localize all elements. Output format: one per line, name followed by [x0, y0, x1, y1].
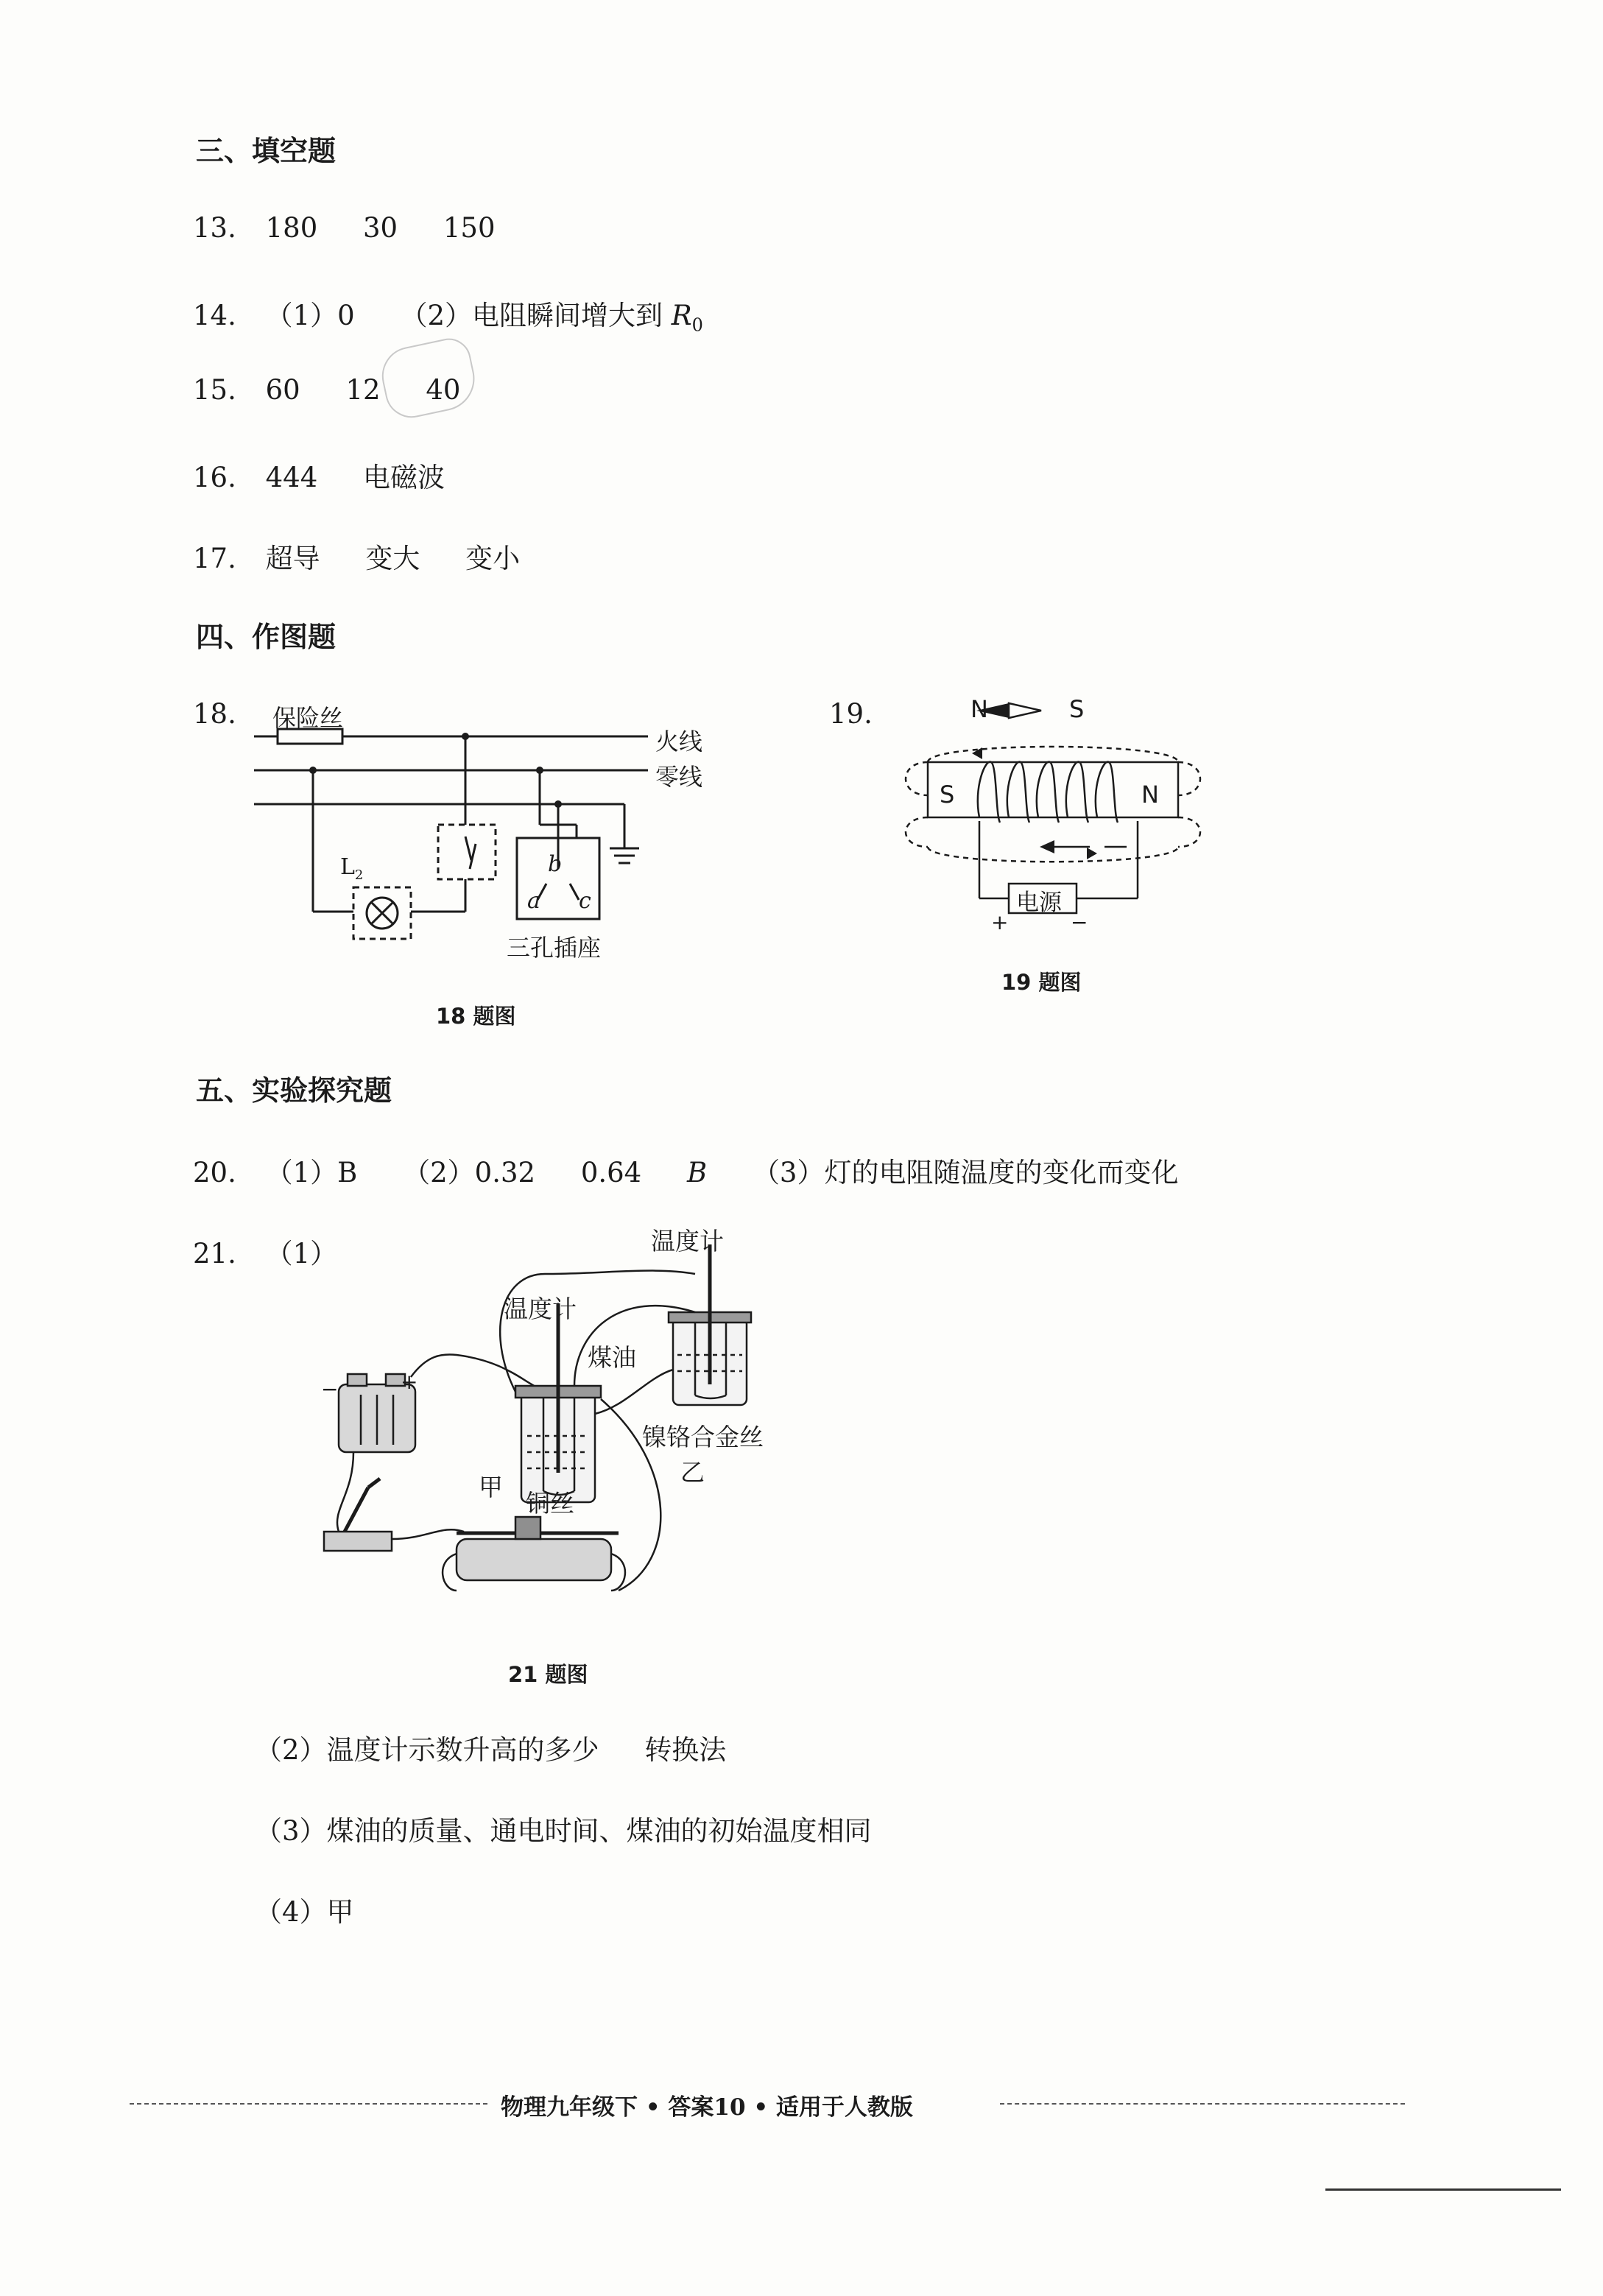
question-number-18: 18. [193, 698, 236, 730]
footer-text: 物理九年级下 • 答案10 • 适用于人教版 [501, 2094, 913, 2121]
nichrome-wire-label: 镍铬合金丝 [642, 1423, 764, 1451]
power-plus: + [991, 910, 1009, 934]
question-number: 15. [193, 374, 236, 406]
solenoid-left-pole: S [940, 781, 955, 809]
answer-value: 超导 [265, 543, 320, 574]
answer-part: （2）温度计示数升高的多少 [255, 1734, 599, 1766]
answer-part: （2）电阻瞬间增大到 [400, 300, 663, 331]
power-source-label: 电源 [1016, 890, 1062, 916]
answer-part: （2）0.32 [403, 1157, 536, 1189]
answer-14 [193, 293, 703, 335]
question-number: 13. [193, 212, 236, 244]
section-heading-fill: 三、填空题 [196, 135, 337, 167]
figure-18-caption: 18 题图 [436, 1004, 516, 1029]
socket-terminal-b: b [548, 851, 563, 877]
socket-terminal-c: c [579, 888, 591, 914]
live-wire-label: 火线 [655, 728, 703, 756]
answer-value: 变大 [365, 543, 420, 574]
figure-21-caption: 21 题图 [508, 1662, 588, 1687]
answer-value: 0.64 [580, 1157, 642, 1189]
solenoid-right-pole: N [1141, 781, 1159, 809]
copper-wire-label: 铜丝 [526, 1489, 574, 1518]
battery-plus: + [401, 1370, 418, 1394]
answer-value: 40 [426, 374, 461, 406]
question-number: 14. [193, 300, 236, 331]
answer-value: 444 [265, 462, 318, 493]
lamp-label [340, 854, 363, 883]
answer-part: （1） [265, 1238, 338, 1270]
answer-value: 180 [265, 212, 318, 244]
answer-13 [193, 212, 495, 244]
answer-21-part-2 [255, 1728, 726, 1767]
question-number: 16. [193, 462, 236, 493]
footer-divider-left [130, 2103, 487, 2105]
answer-part: （1）0 [265, 300, 355, 331]
question-number: 20. [193, 1157, 236, 1189]
answer-value: 变小 [465, 543, 521, 574]
figure-19-caption: 19 题图 [1001, 970, 1082, 995]
flask-yi-label: 乙 [680, 1458, 705, 1487]
needle-n-label: N [970, 695, 988, 723]
answer-16 [193, 455, 445, 495]
needle-s-label: S [1069, 695, 1085, 723]
answer-value: 60 [265, 374, 300, 406]
answer-15 [193, 374, 460, 406]
section-heading-experiment: 五、实验探究题 [196, 1074, 392, 1107]
footer-divider-right [1000, 2103, 1405, 2105]
answer-value: 150 [443, 212, 496, 244]
page-edge-rule [1325, 2188, 1561, 2191]
question-number: 21. [193, 1238, 236, 1270]
kerosene-label: 煤油 [588, 1343, 636, 1372]
thermometer-label-jia: 温度计 [504, 1295, 577, 1323]
resistance-subscript: 0 [691, 314, 703, 336]
answer-part: （3）灯的电阻随温度的变化而变化 [752, 1157, 1179, 1189]
lamp-letter: L [340, 854, 355, 880]
current-arrow-icon [1040, 840, 1054, 853]
resistance-symbol: R [671, 300, 692, 331]
thermometer-label-yi: 温度计 [651, 1227, 724, 1256]
power-minus: − [1071, 910, 1088, 934]
flask-jia-label: 甲 [479, 1473, 503, 1501]
answer-value: 转换法 [644, 1734, 727, 1766]
answer-value: B [686, 1157, 708, 1189]
compass-needle-south [1009, 703, 1041, 718]
answer-21-part-3: （3）煤油的质量、通电时间、煤油的初始温度相同 [255, 1815, 872, 1847]
field-arrow-icon [1087, 848, 1097, 859]
neutral-wire-label: 零线 [655, 763, 703, 791]
answer-17 [193, 536, 520, 576]
lamp-subscript: 2 [354, 867, 364, 883]
answer-part: （1）B [265, 1157, 358, 1189]
question-number-19: 19. [829, 698, 873, 730]
fuse-label: 保险丝 [272, 704, 344, 732]
answer-20 [193, 1150, 1178, 1190]
socket-terminal-a: a [527, 888, 540, 914]
question-number: 17. [193, 543, 236, 574]
answer-21-part-4: （4）甲 [255, 1896, 354, 1928]
answer-value: 电磁波 [363, 462, 445, 493]
battery-minus: − [321, 1377, 339, 1401]
socket-label: 三孔插座 [507, 934, 602, 962]
section-heading-draw: 四、作图题 [196, 621, 337, 653]
answer-value: 12 [345, 374, 381, 406]
answer-value: 30 [363, 212, 398, 244]
